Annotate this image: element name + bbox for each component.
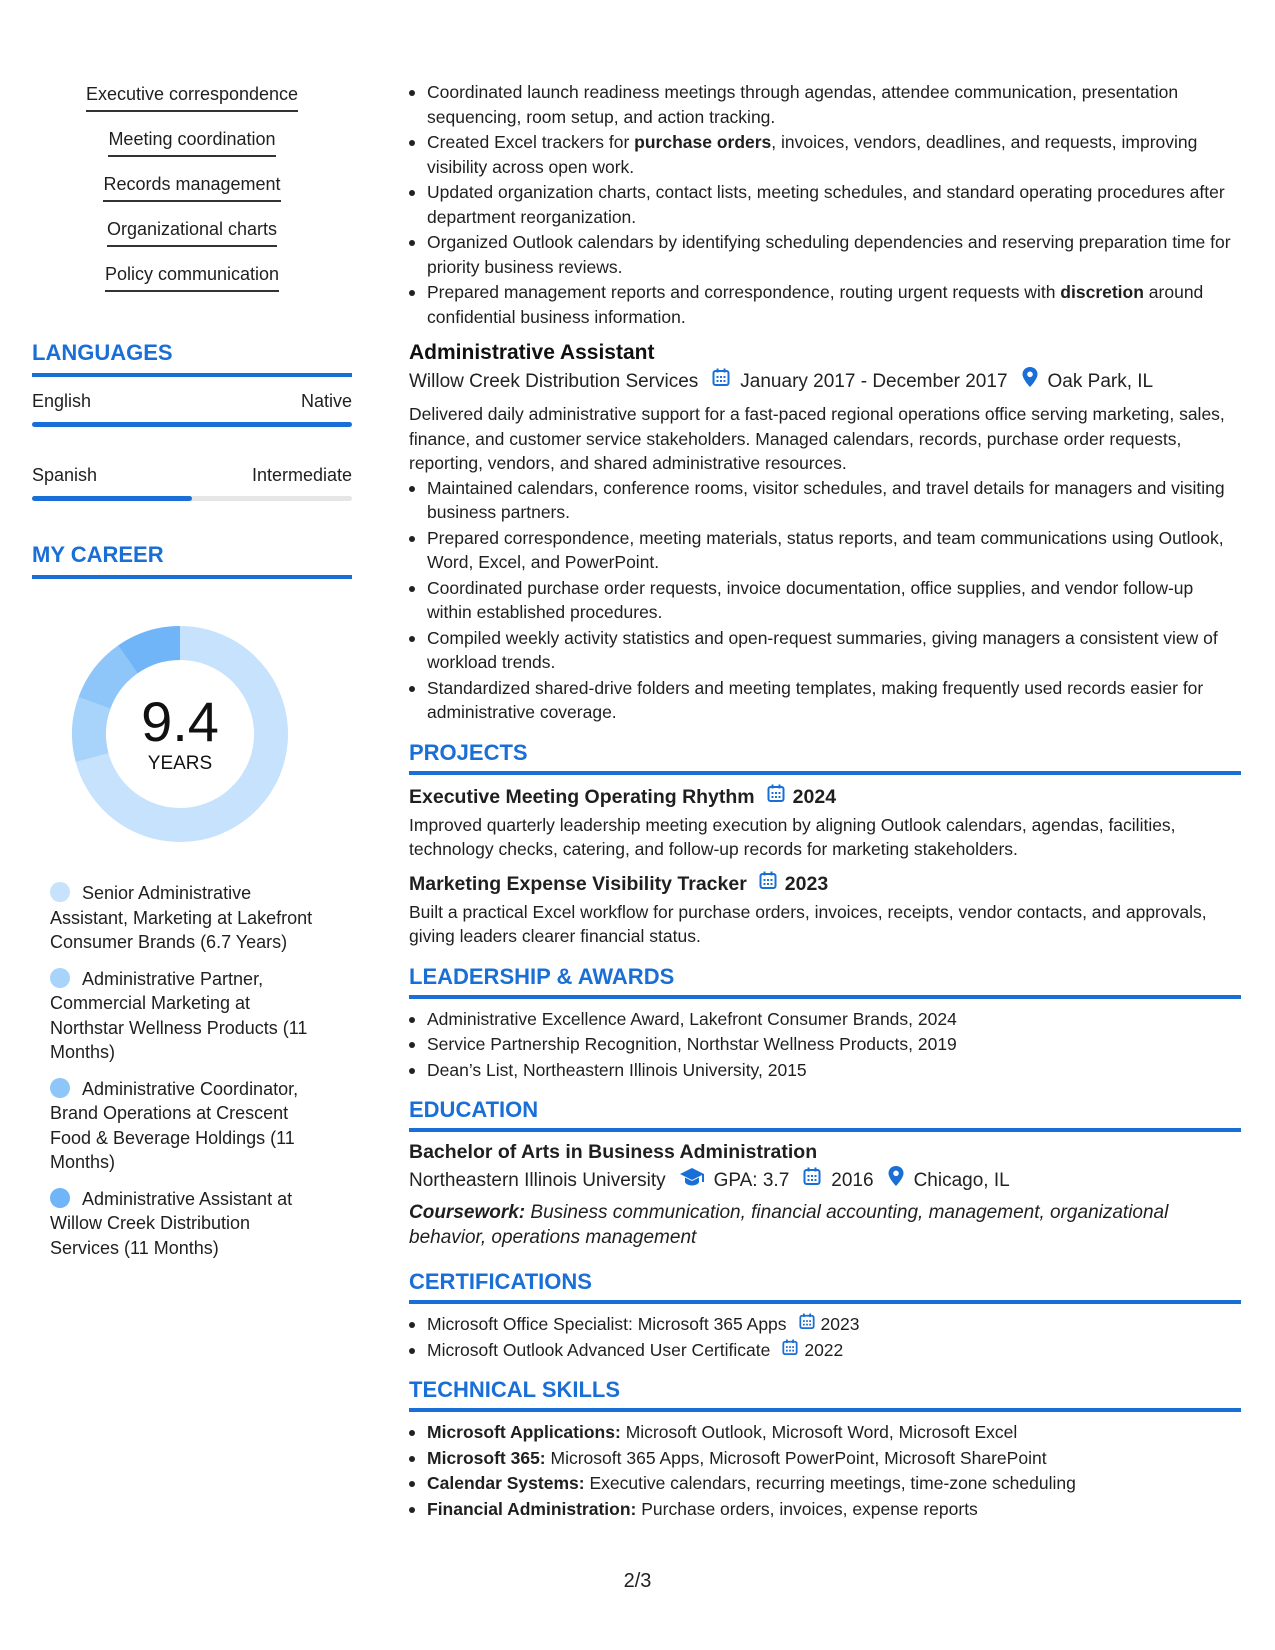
- skill-tag: Policy communication: [105, 262, 279, 292]
- career-dot: [50, 1078, 70, 1098]
- skill-tag: Executive correspondence: [86, 82, 298, 112]
- bullet-item: Coordinated purchase order requests, invoice documentation, office supplies, and vendor follow-up within established procedures.: [409, 576, 1241, 625]
- job-dates: January 2017 - December 2017: [740, 370, 1008, 392]
- location-pin-icon: [888, 1166, 904, 1195]
- job-bullets: [409, 476, 1241, 725]
- certifications-list: [409, 1312, 1241, 1362]
- languages-heading: LANGUAGES: [32, 339, 352, 377]
- calendar-icon: [767, 783, 785, 811]
- education-year: 2016: [831, 1169, 874, 1191]
- project-title: Executive Meeting Operating Rhythm: [409, 785, 755, 808]
- education-gpa: GPA: 3.7: [713, 1169, 790, 1191]
- career-dot: [50, 1188, 70, 1208]
- calendar-icon: [782, 1338, 798, 1363]
- tech-skill-item: Microsoft 365: Microsoft 365 Apps, Microsoft PowerPoint, Microsoft SharePoint: [409, 1446, 1241, 1471]
- awards-list: [409, 1007, 1241, 1083]
- languages-list: [32, 389, 352, 501]
- certifications-heading: CERTIFICATIONS: [409, 1268, 1241, 1304]
- career-item-label: Administrative Partner, Commercial Marketing at Northstar Wellness Products (11 Months): [50, 968, 308, 1062]
- language-name: English: [32, 391, 92, 411]
- career-item: [50, 1077, 352, 1175]
- skill-tag: Meeting coordination: [108, 127, 275, 157]
- language-bar: [32, 496, 352, 501]
- education-heading: EDUCATION: [409, 1096, 1241, 1132]
- career-unit: YEARS: [147, 753, 213, 774]
- career-item: [50, 967, 352, 1065]
- job-location: Oak Park, IL: [1047, 370, 1154, 392]
- cert-item: Microsoft Outlook Advanced User Certificate 2022: [409, 1338, 1241, 1363]
- job-title: Administrative Assistant: [409, 341, 655, 364]
- calendar-icon: [803, 1167, 821, 1195]
- career-dot: [50, 968, 70, 988]
- language-bar: [32, 422, 352, 427]
- bullet-item: Standardized shared-drive folders and meeting templates, making frequently used records easier for administrative coverage.: [409, 676, 1241, 725]
- language-name: Spanish: [32, 465, 98, 485]
- language-level: Intermediate: [251, 465, 352, 485]
- project-title: Marketing Expense Visibility Tracker: [409, 872, 747, 895]
- tech-skill-item: Financial Administration: Purchase orders, invoices, expense reports: [409, 1497, 1241, 1522]
- project-desc: Improved quarterly leadership meeting execution by aligning Outlook calendars, agendas, facilities, technology checks, catering, and follow-up records for marketing stakeholders.: [409, 814, 1176, 859]
- skill-tag: Records management: [103, 172, 280, 202]
- career-total: 9.4: [141, 690, 219, 753]
- awards-heading: LEADERSHIP & AWARDS: [409, 963, 1241, 999]
- bullet-item: Created Excel trackers for purchase orders, invoices, vendors, deadlines, and requests, improving visibility across open work.: [409, 130, 1241, 179]
- project-year: 2024: [792, 785, 837, 808]
- career-dot: [50, 882, 70, 902]
- skill-tags: [32, 82, 352, 307]
- job-meta: [409, 367, 1241, 396]
- career-item-label: Administrative Assistant at Willow Creek Distribution Services (11 Months): [50, 1188, 293, 1258]
- job-summary: Delivered daily administrative support for a fast-paced regional operations office serving marketing, sales, finance, and customer service stakeholders. Managed calendars, records, purchase order requests, reporting, vendors, and shared administrative resources.: [409, 404, 1225, 473]
- project-year: 2023: [784, 872, 829, 895]
- education-meta: [409, 1166, 1241, 1195]
- bullet-item: Organized Outlook calendars by identifying scheduling dependencies and reserving preparation time for priority business reviews.: [409, 230, 1241, 279]
- career-donut: [65, 619, 295, 849]
- project-item: [409, 870, 1241, 949]
- career-item: [50, 1187, 352, 1261]
- career-item-label: Senior Administrative Assistant, Marketing at Lakefront Consumer Brands (6.7 Years): [50, 883, 313, 952]
- calendar-icon: [799, 1312, 815, 1337]
- project-desc: Built a practical Excel workflow for purchase orders, invoices, receipts, vendor contacts, and approvals, giving leaders clearer financial status.: [409, 901, 1207, 946]
- award-item: Administrative Excellence Award, Lakefront Consumer Brands, 2024: [409, 1007, 1241, 1032]
- language-item: [32, 389, 352, 427]
- cert-item: Microsoft Office Specialist: Microsoft 365 Apps 2023: [409, 1312, 1241, 1337]
- bullet-item: Prepared correspondence, meeting materials, status reports, and team communications using Outlook, Word, Excel, and PowerPoint.: [409, 526, 1241, 575]
- bullet-item: Prepared management reports and correspondence, routing urgent requests with discretion around confidential business information.: [409, 280, 1241, 329]
- education-coursework: Coursework: Business communication, financial accounting, management, organizational behavior, operations management: [409, 1202, 1169, 1248]
- project-item: [409, 783, 1241, 862]
- calendar-icon: [759, 870, 777, 898]
- bullet-item: Coordinated launch readiness meetings through agendas, attendee communication, presentation sequencing, room setup, and action tracking.: [409, 80, 1241, 129]
- language-level: Native: [300, 391, 352, 411]
- career-list: [32, 881, 352, 1260]
- language-bar-fill: [32, 422, 352, 427]
- career-item: [50, 881, 352, 955]
- education-degree: Bachelor of Arts in Business Administration: [409, 1141, 818, 1163]
- career-item-label: Administrative Coordinator, Brand Operations at Crescent Food & Beverage Holdings (11 Months): [50, 1078, 299, 1172]
- job-company: Willow Creek Distribution Services: [409, 370, 699, 392]
- bullet-item: Updated organization charts, contact lists, meeting schedules, and standard operating procedures after department reorganization.: [409, 180, 1241, 229]
- location-pin-icon: [1022, 367, 1038, 396]
- education-school: Northeastern Illinois University: [409, 1169, 666, 1191]
- tech-skill-item: Calendar Systems: Executive calendars, recurring meetings, time-zone scheduling: [409, 1471, 1241, 1496]
- skill-tag: Organizational charts: [107, 217, 277, 247]
- language-item: [32, 463, 352, 501]
- career-donut-center: [65, 619, 295, 849]
- technical-skills-list: [409, 1420, 1241, 1521]
- language-bar-fill: [32, 496, 192, 501]
- career-heading: MY CAREER: [32, 541, 352, 579]
- projects-heading: PROJECTS: [409, 739, 1241, 775]
- page-number: 2/3: [623, 1570, 652, 1592]
- right-column: [409, 80, 1241, 1522]
- education-location: Chicago, IL: [913, 1169, 1010, 1191]
- left-column: [32, 82, 352, 1272]
- calendar-icon: [712, 368, 730, 396]
- award-item: Service Partnership Recognition, Northstar Wellness Products, 2019: [409, 1032, 1241, 1057]
- award-item: Dean’s List, Northeastern Illinois University, 2015: [409, 1058, 1241, 1083]
- graduation-cap-icon: [680, 1167, 704, 1195]
- bullet-item: Compiled weekly activity statistics and open-request summaries, giving managers a consistent view of workload trends.: [409, 626, 1241, 675]
- tech-skill-item: Microsoft Applications: Microsoft Outlook, Microsoft Word, Microsoft Excel: [409, 1420, 1241, 1445]
- technical-skills-heading: TECHNICAL SKILLS: [409, 1376, 1241, 1412]
- bullet-item: Maintained calendars, conference rooms, visitor schedules, and travel details for managers and visiting business partners.: [409, 476, 1241, 525]
- previous-job-bullets: [409, 80, 1241, 329]
